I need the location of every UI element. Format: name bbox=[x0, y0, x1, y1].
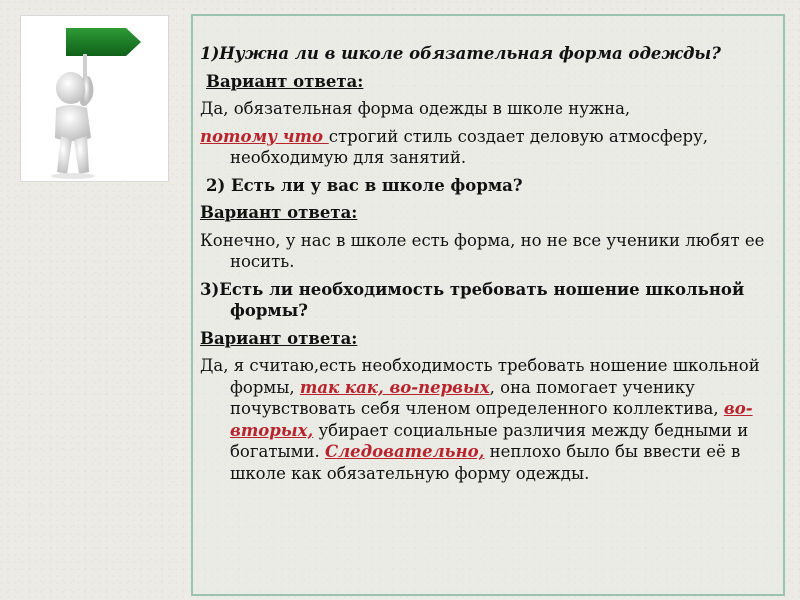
connector-highlight: во-вторых, bbox=[230, 399, 753, 440]
answer-label-3: Вариант ответа: bbox=[200, 328, 358, 348]
question-2: 2) Есть ли у вас в школе форма? bbox=[206, 175, 523, 195]
answer-label-1: Вариант ответа: bbox=[206, 71, 364, 91]
answer-1-line-1: Да, обязательная форма одежды в школе нужна, bbox=[200, 99, 631, 118]
answer-3: Да, я считаю,есть необходимость требовать ношение школьной формы, так как, во-первых, она помогает ученику почувствовать себя членом определенного коллектива, во-вторых, убирает социальные различия между бедными и богатыми. Следовательно, неплохо было бы ввести её в школе как обязательную форму одежды. bbox=[200, 356, 760, 483]
question-3: 3)Есть ли необходимость требовать ношение школьной формы? bbox=[200, 279, 745, 320]
person-sign-icon bbox=[21, 16, 168, 181]
answer-1-line-2: потому что строгий стиль создает деловую атмосферу, необходимую для занятий. bbox=[200, 126, 709, 167]
connector-highlight: Следовательно, bbox=[324, 442, 485, 461]
figure-with-sign-image bbox=[20, 15, 169, 182]
connector-highlight: так как, во-первых bbox=[299, 377, 490, 397]
answer-2: Конечно, у нас в школе есть форма, но не все ученики любят ее носить. bbox=[200, 230, 765, 271]
connector-highlight: потому что bbox=[200, 126, 329, 146]
question-1: 1)Нужна ли в школе обязательная форма одежды? bbox=[200, 44, 721, 63]
slide-text bbox=[200, 43, 778, 490]
answer-label-2: Вариант ответа: bbox=[200, 203, 358, 222]
